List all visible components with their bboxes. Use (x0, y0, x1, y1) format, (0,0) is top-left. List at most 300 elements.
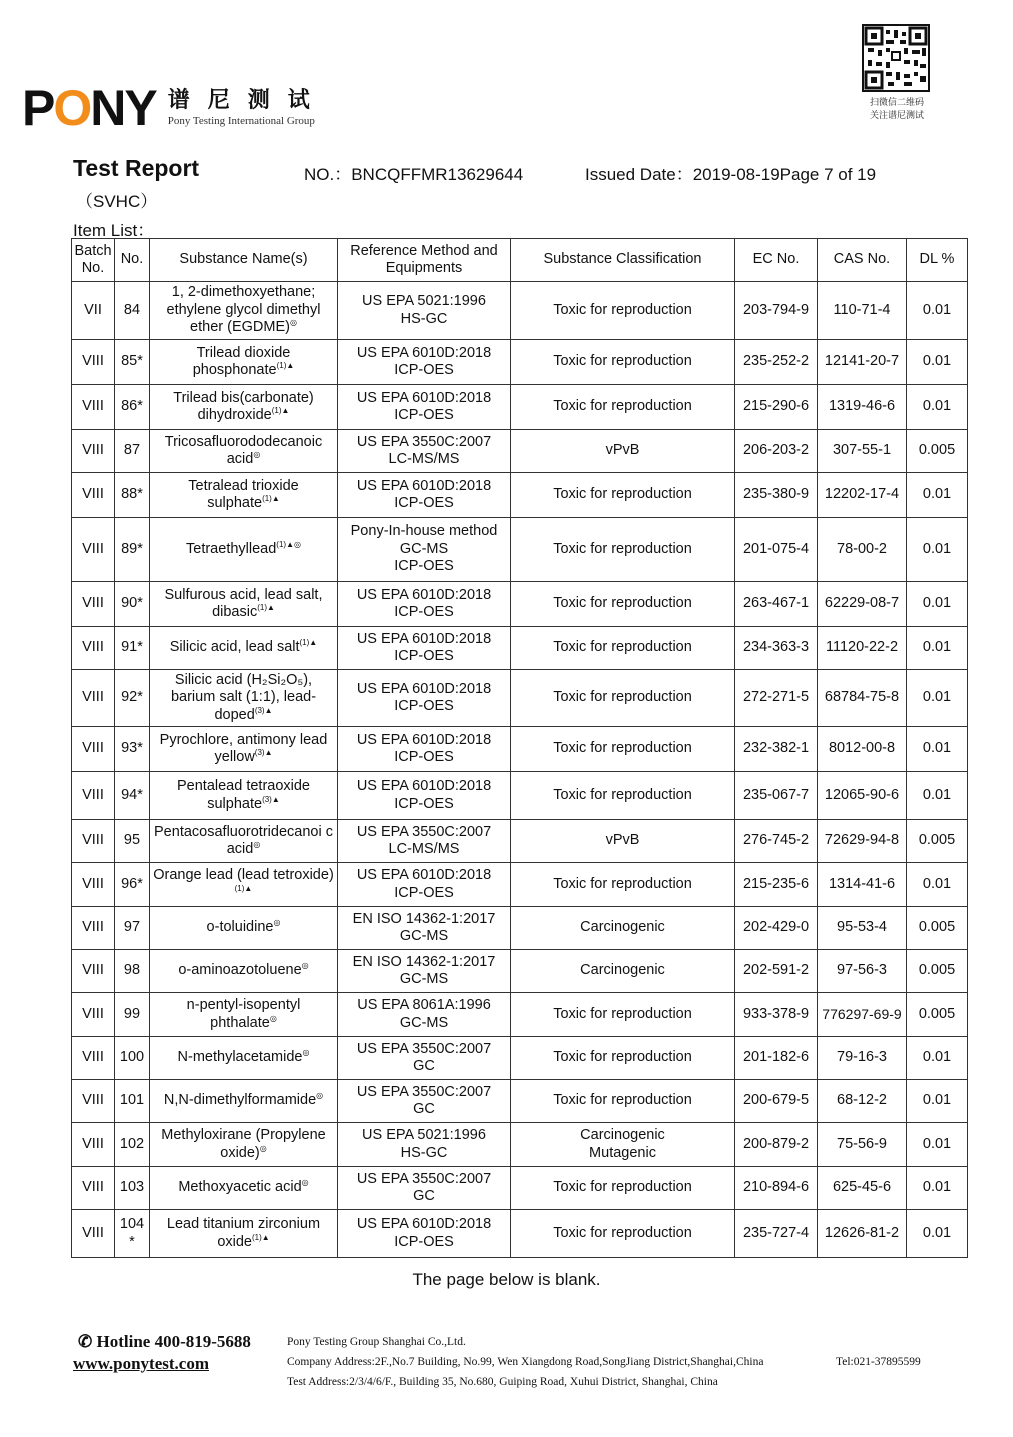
cas-number-cell-text: 68784-75-8 (824, 689, 900, 706)
footnote-mark: ◎ (253, 450, 261, 460)
number-cell (115, 950, 150, 993)
dl-cell (907, 430, 968, 473)
dl-cell-text: 0.01 (922, 740, 952, 757)
ec-number-cell (735, 820, 818, 863)
cas-number-cell (818, 863, 907, 907)
hotline: ✆ Hotline 400-819-5688 (78, 1332, 251, 1351)
cas-number-cell (818, 993, 907, 1037)
footnote-mark: (1)▲ (257, 603, 275, 613)
table-row (72, 518, 968, 582)
ec-number-cell (735, 430, 818, 473)
classification-cell (511, 282, 735, 340)
substance-name-cell (150, 582, 338, 627)
method-cell (338, 820, 511, 863)
classification-cell (511, 950, 735, 993)
dl-cell (907, 820, 968, 863)
method-cell-text: US EPA 3550C:2007 LC-MS/MS (356, 433, 492, 467)
number-cell-text: 103 (119, 1179, 145, 1196)
footnote-mark: ◎ (273, 918, 281, 928)
substance-name-cell (150, 627, 338, 670)
substance-table (71, 238, 968, 1258)
table-row (72, 907, 968, 950)
footnote-mark: (1)▲ (251, 1232, 270, 1242)
issued-date: Issued Date：2019-08-19Page 7 of 19 (585, 165, 877, 184)
table-row (72, 950, 968, 993)
company-name: Pony Testing Group Shanghai Co.,Ltd. (287, 1336, 466, 1348)
dl-cell-text: 0.01 (922, 1135, 952, 1152)
cas-number-cell-text: 12065-90-6 (824, 786, 900, 803)
footnote-mark: ◎ (316, 1091, 324, 1101)
ec-number-cell-text: 203-794-9 (742, 301, 810, 318)
classification-cell (511, 582, 735, 627)
table-row (72, 772, 968, 820)
ec-number-cell (735, 907, 818, 950)
substance-name-cell (150, 1037, 338, 1080)
batch-cell (72, 518, 115, 582)
footnote-mark: (3)▲ (254, 705, 273, 715)
cas-number-cell (818, 727, 907, 772)
classification-cell-text: Toxic for reproduction (553, 786, 692, 803)
dl-cell-text: 0.01 (922, 689, 952, 706)
classification-cell (511, 340, 735, 385)
table-row (72, 282, 968, 340)
ec-number-cell-text: 215-290-6 (742, 398, 810, 415)
ec-number-cell (735, 473, 818, 518)
ec-number-cell (735, 1080, 818, 1123)
batch-cell-text: VIII (82, 1224, 104, 1241)
cas-number-cell-text: 1319-46-6 (828, 398, 896, 415)
method-cell (338, 727, 511, 772)
dl-cell-text: 0.01 (922, 486, 952, 503)
substance-name-cell (150, 863, 338, 907)
method-cell (338, 582, 511, 627)
ec-number-cell-text: 276-745-2 (742, 832, 810, 849)
classification-cell (511, 907, 735, 950)
number-cell-text: 88* (121, 486, 143, 503)
classification-cell-text: Toxic for reproduction (553, 486, 692, 503)
cas-number-cell-text: 12202-17-4 (824, 486, 900, 503)
cas-number-cell (818, 907, 907, 950)
batch-cell-text: VIII (82, 1049, 104, 1066)
substance-name-cell (150, 1080, 338, 1123)
classification-cell-text: Toxic for reproduction (553, 639, 692, 656)
table-row (72, 430, 968, 473)
table-row (72, 1080, 968, 1123)
dl-cell-text: 0.01 (922, 595, 952, 612)
dl-cell (907, 1123, 968, 1167)
cas-number-cell (818, 1080, 907, 1123)
method-cell-text: US EPA 6010D:2018 ICP-OES (356, 630, 492, 664)
method-cell-text: US EPA 6010D:2018 ICP-OES (356, 344, 492, 378)
batch-cell (72, 282, 115, 340)
dl-cell-text: 0.01 (922, 1049, 952, 1066)
substance-name-cell (150, 473, 338, 518)
dl-cell-text: 0.01 (922, 301, 952, 318)
cas-number-cell-text: 97-56-3 (837, 962, 887, 979)
method-cell-text: US EPA 8061A:1996 GC-MS (357, 997, 491, 1031)
dl-cell (907, 518, 968, 582)
substance-name-cell-text: Pentalead tetraoxide sulphate (176, 778, 310, 812)
report-number: NO.：BNCQFFMR13629644 (304, 165, 524, 184)
dl-cell-text: 0.005 (918, 1005, 956, 1022)
dl-cell (907, 863, 968, 907)
ec-number-cell (735, 772, 818, 820)
substance-name-cell-text: 1, 2-dimethoxyethane; ethylene glycol dimethyl ether (EGDME) (166, 284, 321, 336)
substance-name-cell-text: Silicic acid, lead salt (169, 639, 300, 656)
number-cell-text: 93* (121, 740, 143, 757)
number-cell-text: 92* (121, 689, 143, 706)
dl-cell-text: 0.01 (922, 1092, 952, 1109)
substance-name-cell-text: Trilead bis(carbonate) dihydroxide (173, 389, 314, 423)
cas-number-cell-text: 11120-22-2 (825, 639, 899, 656)
column-header: No. (115, 239, 150, 282)
cas-number-cell-text: 307-55-1 (832, 442, 892, 459)
batch-cell (72, 820, 115, 863)
method-cell (338, 627, 511, 670)
classification-cell (511, 1210, 735, 1258)
batch-cell-text: VIII (82, 595, 104, 612)
method-cell-text: US EPA 6010D:2018 ICP-OES (356, 586, 492, 620)
classification-cell-text: Toxic for reproduction (553, 1224, 692, 1241)
table-row (72, 863, 968, 907)
batch-cell-text: VIII (82, 740, 104, 757)
substance-name-cell-text: Methoxyacetic acid (178, 1179, 302, 1196)
batch-cell (72, 863, 115, 907)
number-cell-text: 96* (121, 875, 143, 892)
method-cell (338, 473, 511, 518)
method-cell (338, 863, 511, 907)
classification-cell (511, 863, 735, 907)
classification-cell (511, 627, 735, 670)
batch-cell (72, 1037, 115, 1080)
logo-chinese: 谱尼测试 (167, 88, 328, 113)
batch-cell (72, 1123, 115, 1167)
qr-caption-line-1: 扫微信二维码 (869, 98, 924, 108)
method-cell (338, 518, 511, 582)
substance-name-cell-text: Tetraethyllead (186, 540, 277, 557)
method-cell (338, 430, 511, 473)
classification-cell-text: Toxic for reproduction (553, 353, 692, 370)
number-cell (115, 670, 150, 727)
cas-number-cell (818, 582, 907, 627)
dl-cell-text: 0.01 (922, 786, 952, 803)
batch-cell-text: VIII (82, 1179, 104, 1196)
batch-cell (72, 1167, 115, 1210)
number-cell (115, 340, 150, 385)
method-cell (338, 670, 511, 727)
cas-number-cell (818, 518, 907, 582)
batch-cell (72, 473, 115, 518)
ec-number-cell (735, 1210, 818, 1258)
substance-name-cell (150, 340, 338, 385)
ec-number-cell (735, 627, 818, 670)
method-cell (338, 1210, 511, 1258)
classification-cell-text: Toxic for reproduction (553, 875, 692, 892)
logo-word (22, 80, 156, 136)
number-cell-text: 85* (121, 353, 143, 370)
cas-number-cell (818, 820, 907, 863)
number-cell-text: 95 (123, 832, 141, 849)
substance-name-cell (150, 518, 338, 582)
footnote-mark: (1)▲ (234, 883, 253, 893)
footnote-mark: ◎ (301, 961, 309, 971)
number-cell (115, 1210, 150, 1258)
cas-number-cell (818, 772, 907, 820)
dl-cell-text: 0.005 (918, 919, 956, 936)
footnote-mark: (1)▲ (271, 406, 290, 416)
method-cell (338, 907, 511, 950)
ec-number-cell-text: 235-380-9 (742, 486, 810, 503)
table-header-row (72, 239, 968, 282)
cas-number-cell-text: 68-12-2 (837, 1092, 887, 1109)
batch-cell (72, 670, 115, 727)
method-cell-text: US EPA 5021:1996 HS-GC (362, 293, 486, 327)
cas-number-cell-text: 62229-08-7 (824, 595, 900, 612)
classification-cell-text: Carcinogenic (580, 962, 665, 979)
footnote-mark: ◎ (289, 318, 297, 328)
cas-number-cell-text: 776297-69-9 (822, 1005, 902, 1022)
substance-name-cell (150, 430, 338, 473)
item-list-label: Item List： (73, 221, 155, 240)
classification-cell-text: vPvB (605, 832, 640, 849)
method-cell (338, 340, 511, 385)
substance-name-cell (150, 820, 338, 863)
classification-cell-text: Toxic for reproduction (553, 1005, 692, 1022)
number-cell-text: 98 (123, 962, 141, 979)
dl-cell (907, 340, 968, 385)
dl-cell-text: 0.01 (922, 1224, 952, 1241)
substance-name-cell (150, 950, 338, 993)
dl-cell-text: 0.01 (922, 398, 952, 415)
table-row (72, 473, 968, 518)
qr-code-icon (862, 24, 930, 92)
classification-cell-text: Toxic for reproduction (553, 740, 692, 757)
number-cell (115, 518, 150, 582)
ec-number-cell-text: 202-591-2 (742, 962, 810, 979)
method-cell-text: US EPA 3550C:2007 LC-MS/MS (356, 823, 492, 857)
number-cell-text: 100 (119, 1049, 145, 1066)
dl-cell (907, 282, 968, 340)
logo-letter-o: O (53, 80, 91, 136)
batch-cell-text: VIII (82, 639, 104, 656)
number-cell-text: 94* (121, 786, 143, 803)
batch-cell (72, 772, 115, 820)
dl-cell (907, 582, 968, 627)
column-header: CAS No. (818, 239, 907, 282)
method-cell (338, 993, 511, 1037)
dl-cell (907, 670, 968, 727)
batch-cell (72, 430, 115, 473)
classification-cell-text: Toxic for reproduction (553, 1179, 692, 1196)
cas-number-cell (818, 950, 907, 993)
dl-cell (907, 1167, 968, 1210)
table-row (72, 993, 968, 1037)
dl-cell (907, 385, 968, 430)
method-cell-text: US EPA 6010D:2018 ICP-OES (356, 680, 492, 714)
method-cell-text: US EPA 6010D:2018 ICP-OES (356, 867, 492, 901)
method-cell (338, 1037, 511, 1080)
method-cell (338, 772, 511, 820)
footnote-mark: (1)▲ (276, 361, 295, 371)
classification-cell (511, 820, 735, 863)
batch-cell-text: VIII (82, 689, 104, 706)
dl-cell-text: 0.005 (918, 832, 956, 849)
substance-name-cell (150, 1167, 338, 1210)
column-header: EC No. (735, 239, 818, 282)
ec-number-cell (735, 670, 818, 727)
classification-cell (511, 670, 735, 727)
ec-number-cell (735, 950, 818, 993)
cas-number-cell (818, 1037, 907, 1080)
cas-number-cell (818, 670, 907, 727)
dl-cell-text: 0.01 (922, 875, 952, 892)
cas-number-cell-text: 75-56-9 (837, 1135, 887, 1152)
number-cell-text: 84 (123, 301, 141, 318)
classification-cell-text: Toxic for reproduction (553, 540, 692, 557)
batch-cell (72, 950, 115, 993)
cas-number-cell (818, 1167, 907, 1210)
substance-name-cell (150, 385, 338, 430)
method-cell (338, 1080, 511, 1123)
company-logo (22, 80, 328, 136)
classification-cell-text: Toxic for reproduction (553, 398, 692, 415)
classification-cell-text: Carcinogenic (580, 919, 665, 936)
ec-number-cell-text: 234-363-3 (742, 639, 810, 656)
dl-cell (907, 1037, 968, 1080)
cas-number-cell-text: 110-71-4 (833, 301, 891, 318)
cas-number-cell-text: 78-00-2 (837, 540, 887, 557)
classification-cell (511, 772, 735, 820)
method-cell (338, 282, 511, 340)
classification-cell (511, 1167, 735, 1210)
method-cell-text: EN ISO 14362-1:2017 GC-MS (352, 953, 496, 987)
substance-name-cell-text: N-methylacetamide (177, 1049, 303, 1066)
batch-cell (72, 627, 115, 670)
method-cell-text: Pony-In-house method GC-MS ICP-OES (350, 523, 498, 575)
number-cell (115, 1167, 150, 1210)
dl-cell (907, 772, 968, 820)
logo-text (168, 88, 328, 128)
table-row (72, 670, 968, 727)
batch-cell-text: VIII (82, 540, 104, 557)
ec-number-cell-text: 202-429-0 (742, 919, 810, 936)
table-row (72, 820, 968, 863)
cas-number-cell (818, 1123, 907, 1167)
batch-cell-text: VIII (82, 1092, 104, 1109)
number-cell (115, 282, 150, 340)
dl-cell-text: 0.01 (922, 540, 952, 557)
method-cell (338, 385, 511, 430)
batch-cell-text: VIII (82, 353, 104, 370)
substance-name-cell (150, 907, 338, 950)
classification-cell-text: Toxic for reproduction (553, 1092, 692, 1109)
method-cell-text: US EPA 6010D:2018 ICP-OES (356, 731, 492, 765)
cas-number-cell-text: 1314-41-6 (828, 875, 896, 892)
footnote-mark: (1)▲ (262, 494, 280, 504)
table-row (72, 582, 968, 627)
number-cell-text: 91* (121, 639, 143, 656)
classification-cell-text: Toxic for reproduction (553, 1049, 692, 1066)
batch-cell-text: VIII (82, 1005, 104, 1022)
classification-cell (511, 385, 735, 430)
substance-name-cell-text: Trilead dioxide phosphonate (192, 344, 291, 378)
column-header: Substance Classification (511, 239, 735, 282)
column-header: Batch No. (72, 239, 115, 282)
batch-cell (72, 907, 115, 950)
ec-number-cell-text: 232-382-1 (742, 740, 810, 757)
dl-cell (907, 907, 968, 950)
method-cell-text: EN ISO 14362-1:2017 GC-MS (352, 910, 496, 944)
batch-cell (72, 582, 115, 627)
classification-cell-text: Toxic for reproduction (553, 595, 692, 612)
column-header: Reference Method and Equipments (338, 239, 511, 282)
substance-name-cell-text: Methyloxirane (Propylene oxide) (161, 1127, 326, 1161)
substance-name-cell (150, 727, 338, 772)
footnote-mark: ◎ (301, 1178, 309, 1188)
company-tel: Tel:021-37895599 (836, 1356, 921, 1368)
batch-cell-text: VII (84, 301, 102, 318)
classification-cell (511, 727, 735, 772)
substance-name-cell (150, 1123, 338, 1167)
number-cell (115, 863, 150, 907)
table-row (72, 1167, 968, 1210)
cas-number-cell-text: 79-16-3 (837, 1049, 887, 1066)
batch-cell-text: VIII (82, 962, 104, 979)
method-cell-text: US EPA 6010D:2018 ICP-OES (356, 1216, 492, 1250)
website-link[interactable]: www.ponytest.com (73, 1354, 209, 1373)
number-cell (115, 473, 150, 518)
footnote-mark: (1)▲◎ (276, 539, 301, 549)
ec-number-cell-text: 206-203-2 (742, 442, 810, 459)
method-cell-text: US EPA 3550C:2007 GC (356, 1040, 492, 1074)
substance-name-cell-text: Silicic acid (H₂Si₂O₅), barium salt (1:1), lead-doped (170, 671, 317, 723)
dl-cell-text: 0.01 (922, 353, 952, 370)
substance-name-cell-text: N,N-dimethylformamide (163, 1092, 317, 1109)
substance-name-cell-text: Lead titanium zirconium oxide (166, 1216, 321, 1250)
classification-cell-text: Carcinogenic Mutagenic (580, 1127, 665, 1161)
dl-cell (907, 1080, 968, 1123)
report-subtitle: （SVHC） (76, 192, 158, 211)
cas-number-cell (818, 340, 907, 385)
classification-cell-text: vPvB (605, 442, 640, 459)
substance-name-cell-text: o-aminoazotoluene (178, 962, 302, 979)
batch-cell (72, 385, 115, 430)
footnote-mark: (3)▲ (262, 794, 280, 804)
ec-number-cell (735, 582, 818, 627)
company-address: Company Address:2F.,No.7 Building, No.99, Wen Xiangdong Road,SongJiang District,Shanghai,China (287, 1356, 764, 1368)
dl-cell (907, 473, 968, 518)
batch-cell-text: VIII (82, 875, 104, 892)
table-row (72, 1037, 968, 1080)
method-cell (338, 1123, 511, 1167)
ec-number-cell-text: 235-252-2 (742, 353, 810, 370)
ec-number-cell-text: 200-879-2 (742, 1135, 810, 1152)
classification-cell (511, 1080, 735, 1123)
number-cell-text: 101 (119, 1092, 145, 1109)
dl-cell-text: 0.005 (918, 962, 956, 979)
dl-cell-text: 0.005 (918, 442, 956, 459)
ec-number-cell (735, 727, 818, 772)
cas-number-cell-text: 72629-94-8 (824, 832, 900, 849)
number-cell (115, 385, 150, 430)
ec-number-cell-text: 272-271-5 (742, 689, 810, 706)
classification-cell (511, 430, 735, 473)
dl-cell (907, 627, 968, 670)
table-row (72, 1210, 968, 1258)
ec-number-cell-text: 215-235-6 (742, 875, 810, 892)
footnote-mark: ◎ (253, 840, 261, 850)
number-cell (115, 1037, 150, 1080)
